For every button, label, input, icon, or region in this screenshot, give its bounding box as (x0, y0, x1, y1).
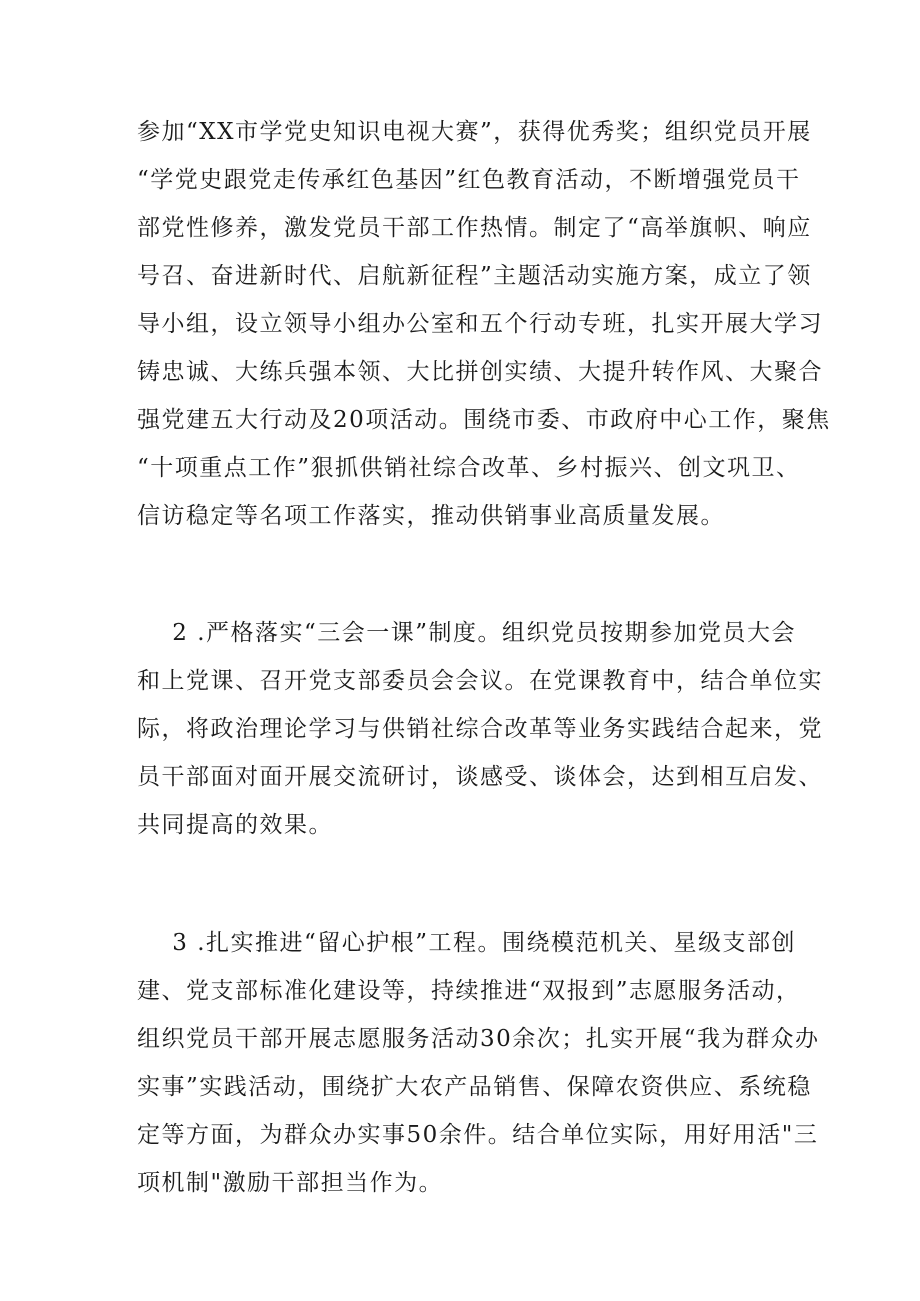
paragraph-1-line-1: 参加“XX市学党史知识电视大赛”，获得优秀奖；组织党员开展 (137, 119, 812, 145)
paragraph-1-line-2: “学党史跟党走传承红色基因”红色教育活动，不断增强党员干 (137, 167, 801, 193)
paragraph-2-line-4: 员干部面对面开展交流研讨，谈感受、谈体会，达到相互启发、 (137, 764, 823, 790)
paragraph-3-line-4: 实事”实践活动，围绕扩大农产品销售、保障农资供应、系统稳 (137, 1074, 812, 1100)
paragraph-1-line-5: 导小组，设立领导小组办公室和五个行动专班，扎实开展大学习 (137, 311, 823, 337)
paragraph-1-line-3: 部党性修养，激发党员干部工作热情。制定了“高举旗帜、响应 (137, 215, 812, 241)
paragraph-2-line-1: 2 .严格落实“三会一课”制度。组织党员按期参加党员大会 (137, 620, 797, 646)
paragraph-2-line-3: 际，将政治理论学习与供销社综合改革等业务实践结合起来，党 (137, 716, 823, 742)
paragraph-1-line-7: 强党建五大行动及20项活动。围绕市委、市政府中心工作，聚焦 (137, 407, 831, 433)
paragraph-1-line-4: 号召、奋进新时代、启航新征程”主题活动实施方案，成立了领 (137, 263, 812, 289)
paragraph-2-line-2: 和上党课、召开党支部委员会会议。在党课教育中，结合单位实 (137, 668, 823, 694)
paragraph-1-line-8: “十项重点工作”狠抓供销社综合改革、乡村振兴、创文巩卫、 (137, 455, 801, 481)
paragraph-3-line-2: 建、党支部标准化建设等，持续推进“双报到”志愿服务活动， (137, 978, 801, 1004)
paragraph-1-line-9: 信访稳定等名项工作落实，推动供销事业高质量发展。 (137, 503, 725, 529)
paragraph-1-line-6: 铸忠诚、大练兵强本领、大比拼创实绩、大提升转作风、大聚合 (137, 359, 823, 385)
paragraph-3-line-3: 组织党员干部开展志愿服务活动30余次；扎实开展“我为群众办 (137, 1026, 820, 1052)
paragraph-3-line-6: 项机制"激励干部担当作为。 (137, 1170, 444, 1196)
paragraph-2-line-5: 共同提高的效果。 (137, 812, 333, 838)
paragraph-3-line-5: 定等方面，为群众办实事50余件。结合单位实际，用好用活"三 (137, 1122, 819, 1148)
paragraph-3-line-1: 3 .扎实推进“留心护根”工程。围绕模范机关、星级支部创 (137, 930, 797, 956)
